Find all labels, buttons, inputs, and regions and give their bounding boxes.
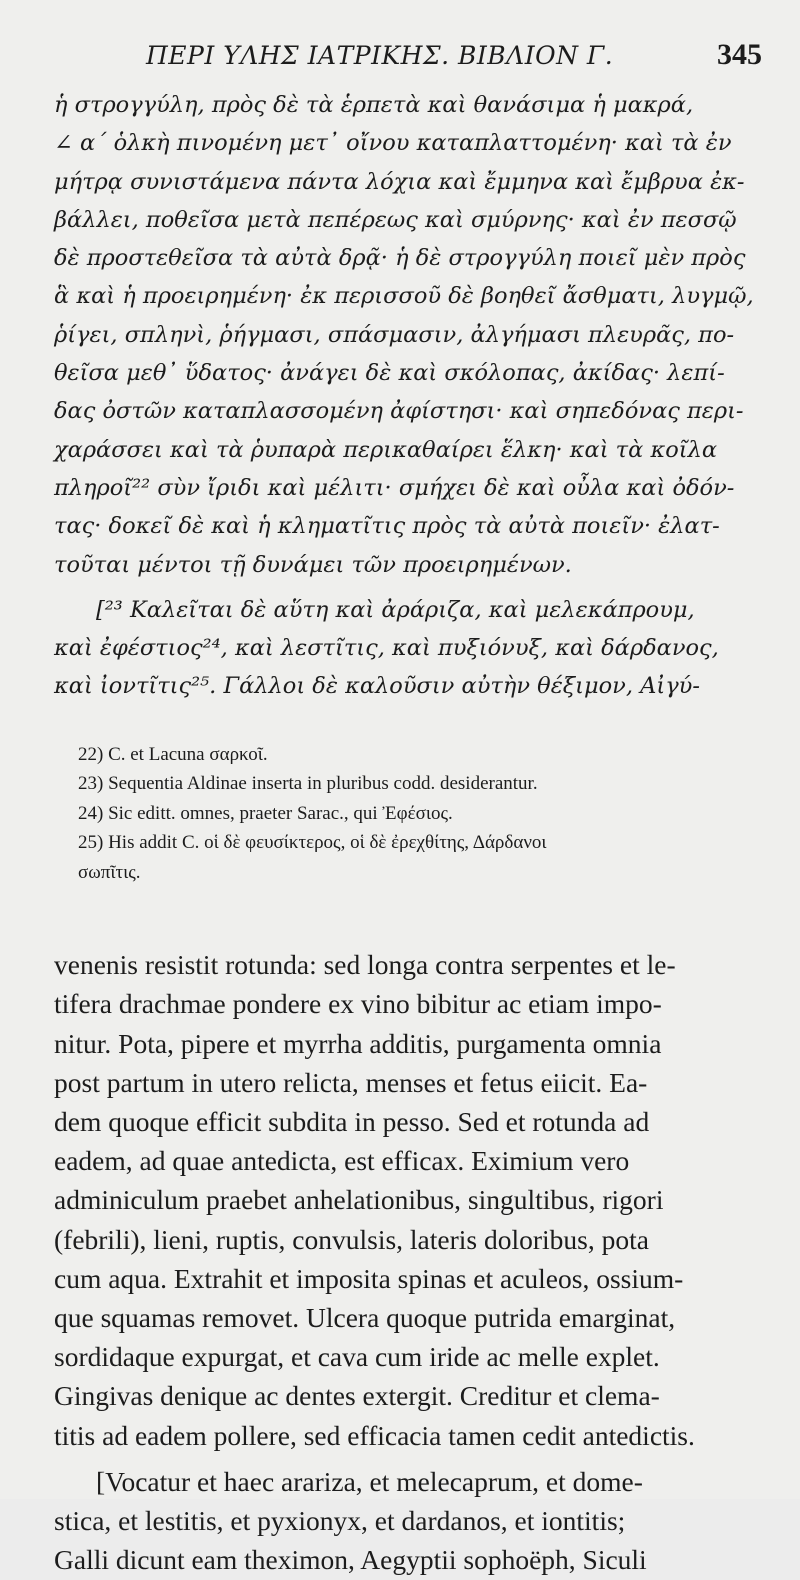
greek-paragraph-2: [²³ Καλεῖται δὲ αὕτη καὶ ἀράριζα, καὶ μελεκάπρουμ, καὶ ἐφέστιος²⁴, καὶ λεστῖτις, καὶ πυξιόνυξ, καὶ δάρδανος, καὶ ἰοντῖτις²⁵. Γάλλοι δὲ καλοῦσιν αὐτὴν θέξιμον, Αἰγύ- bbox=[54, 596, 719, 700]
running-title: ΠΕΡΙ ΥΛΗΣ ΙΑΤΡΙΚΗΣ. ΒΙΒΛΙΟΝ Γ. bbox=[146, 41, 614, 70]
footnote-24: 24) Sic editt. omnes, praeter Sarac., qui Ἐφέσιος. bbox=[78, 802, 453, 824]
footnotes bbox=[54, 740, 762, 888]
footnote-22: 22) C. et Lacuna σαρκοῖ. bbox=[78, 743, 268, 765]
greek-paragraph-1: ἡ στρογγύλη, πρὸς δὲ τὰ ἑρπετὰ καὶ θανάσιμα ἡ μακρά, ∠ α΄ ὁλκὴ πινομένη μετ᾽ οἴνου καταπλαττομένη· καὶ τὰ ἐν μήτρᾳ συνιστάμενα πάντα λόχια καὶ ἔμμηνα καὶ ἔμβρυα ἐκ- βάλλει, ποθεῖσα μετὰ πεπέρεως καὶ σμύρνης· καὶ ἐν πεσσῷ δὲ προστεθεῖσα τὰ αὐτὰ δρᾷ· ἡ δὲ στρογγύλη ποιεῖ μὲν πρὸς ἃ καὶ ἡ προειρημένη· ἐκ περισσοῦ δὲ βοηθεῖ ἄσθματι, λυγμῷ, ῥίγει, σπληνὶ, ῥήγμασι, σπάσμασιν, ἀλγήμασι πλευρᾶς, πο- θεῖσα μεθ᾽ ὕδατος· ἀνάγει δὲ καὶ σκόλοπας, ἀκίδας· λεπί- δας ὀστῶν καταπλασσομένη ἀφίστησι· καὶ σηπεδόνας περι- χαράσσει καὶ τὰ ῥυπαρὰ περικαθαίρει ἕλκη· καὶ τὰ κοῖλα πληροῖ²² σὺν ἴριδι καὶ μέλιτι· σμήχει δὲ καὶ οὖλα καὶ ὀδόν- τας· δοκεῖ δὲ καὶ ἡ κληματῖτις πρὸς τὰ αὐτὰ ποιεῖν· ἐλατ- τοῦται μέντοι τῇ δυνάμει τῶν προειρημένων. bbox=[54, 92, 754, 578]
footnote-23: 23) Sequentia Aldinae inserta in pluribus codd. desiderantur. bbox=[78, 773, 538, 795]
latin-paragraph-1: venenis resistit rotunda: sed longa contra serpentes et le- tifera drachmae pondere ex vino bibitur ac etiam impo- nitur. Pota, pipere et myrrha additis, purgamenta omnia post partum in utero relicta, menses et fetus eiicit. Ea- dem quoque efficit subdita in pesso. Sed et rotunda ad eadem, ad quae antedicta, est efficax. Eximium vero adminiculum praebet anhelationibus, singultibus, rigori (febrili), lieni, ruptis, convulsis, lateris doloribus, pota cum aqua. Extrahit et imposita spinas et aculeos, ossium- que squamas removet. Ulcera quoque putrida emarginat, sordidaque expurgat, et cava cum iride ac melle explet. Gingivas denique ac dentes extergit. Creditur et clema- titis ad eadem pollere, sed efficacia tamen cedit antedictis. bbox=[54, 949, 695, 1451]
running-header bbox=[54, 38, 762, 72]
latin-paragraph-2: [Vocatur et haec arariza, et melecaprum, et dome- stica, et lestitis, et pyxionyx, et dardanos, et iontitis; Galli dicunt eam theximon, Aegyptii sophoëph, Siculi bbox=[54, 1465, 647, 1576]
page-number: 345 bbox=[717, 38, 762, 71]
footnote-25: 25) His addit C. οἱ δὲ φευσίκτερος, οἱ δὲ ἐρεχθίτης, Δάρδανοι σωπῖτις. bbox=[78, 832, 547, 883]
